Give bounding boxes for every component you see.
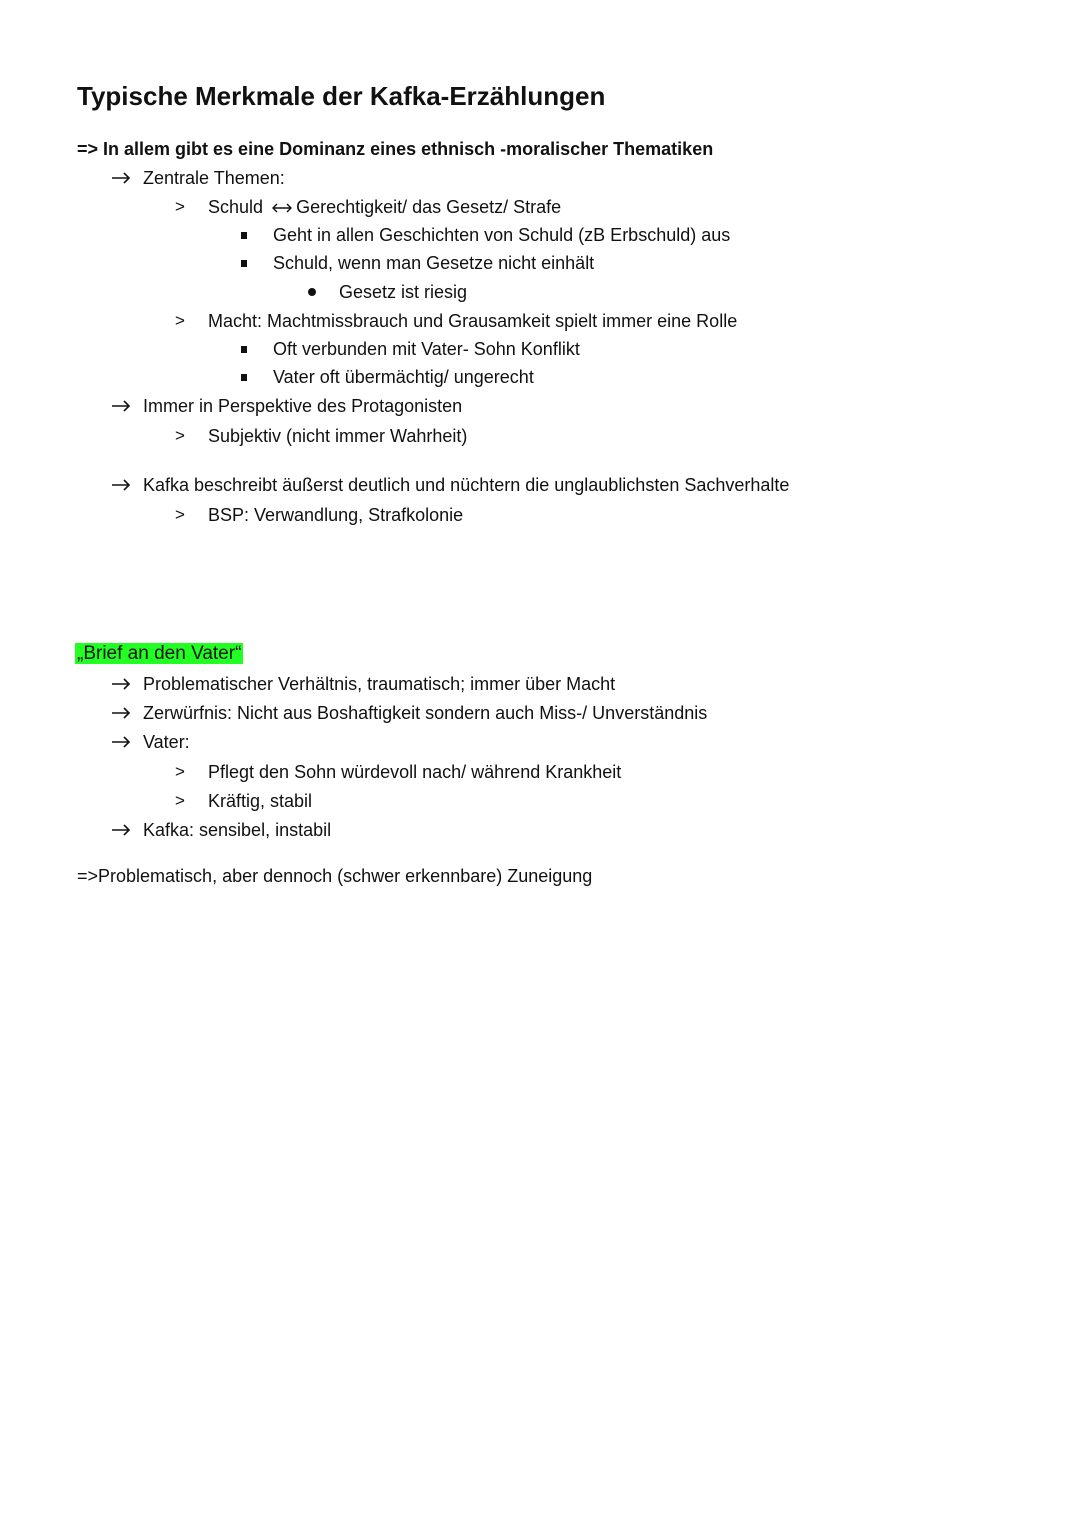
round-bullet-icon [308, 288, 316, 296]
greater-than-bullet-icon: > [175, 762, 185, 781]
square-bullet-icon [241, 260, 247, 267]
macht-line: Macht: Machtmissbrauch und Grausamkeit spielt immer eine Rolle [208, 311, 738, 331]
right-arrow-icon [110, 474, 132, 496]
greater-than-bullet-icon: > [175, 791, 185, 810]
square-bullet-icon [241, 346, 247, 353]
macht-item-1: Oft verbunden mit Vater- Sohn Konflikt [273, 339, 580, 359]
subjective-line: Subjektiv (nicht immer Wahrheit) [208, 426, 468, 446]
schuld-item-1: Geht in allen Geschichten von Schuld (zB Erbschuld) aus [273, 225, 731, 245]
gesetz-item: Gesetz ist riesig [339, 282, 468, 302]
brief-point-1: Problematischer Verhältnis, traumatisch; immer über Macht [143, 674, 616, 694]
right-arrow-icon [110, 819, 132, 841]
brief-point-3: Vater: [143, 732, 190, 752]
greater-than-bullet-icon: > [175, 311, 185, 330]
schuld-label: Schuld [208, 197, 264, 217]
square-bullet-icon [241, 374, 247, 381]
left-right-arrow-icon [271, 201, 293, 215]
kafka-describes-line: Kafka beschreibt äußerst deutlich und nüchtern die unglaublichsten Sachverhalte [143, 475, 790, 495]
document-title: Typische Merkmale der Kafka-Erzählungen [77, 81, 606, 111]
schuld-rest: Gerechtigkeit/ das Gesetz/ Strafe [296, 197, 562, 217]
perspective-line: Immer in Perspektive des Protagonisten [143, 396, 463, 416]
example-line: BSP: Verwandlung, Strafkolonie [208, 505, 464, 525]
themes-heading: Zentrale Themen: [143, 168, 285, 188]
macht-item-2: Vater oft übermächtig/ ungerecht [273, 367, 534, 387]
vater-item-1: Pflegt den Sohn würdevoll nach/ während Krankheit [208, 762, 622, 782]
greater-than-bullet-icon: > [175, 505, 185, 524]
kafka-line: Kafka: sensibel, instabil [143, 820, 332, 840]
conclusion-line: =>Problematisch, aber dennoch (schwer erkennbare) Zuneigung [77, 866, 593, 886]
greater-than-bullet-icon: > [175, 197, 185, 216]
brief-point-2: Zerwürfnis: Nicht aus Boshaftigkeit sondern auch Miss-/ Unverständnis [143, 703, 708, 723]
right-arrow-icon [110, 167, 132, 189]
square-bullet-icon [241, 232, 247, 239]
section-heading-brief [75, 643, 243, 665]
right-arrow-icon [110, 731, 132, 753]
right-arrow-icon [110, 702, 132, 724]
right-arrow-icon [110, 673, 132, 695]
greater-than-bullet-icon: > [175, 426, 185, 445]
intro-statement: => In allem gibt es eine Dominanz eines ethnisch -moralischer Thematiken [77, 139, 714, 159]
schuld-line [208, 196, 561, 218]
right-arrow-icon [110, 395, 132, 417]
schuld-item-2: Schuld, wenn man Gesetze nicht einhält [273, 253, 595, 273]
highlighted-heading: „Brief an den Vater“ [77, 643, 242, 664]
vater-item-2: Kräftig, stabil [208, 791, 313, 811]
